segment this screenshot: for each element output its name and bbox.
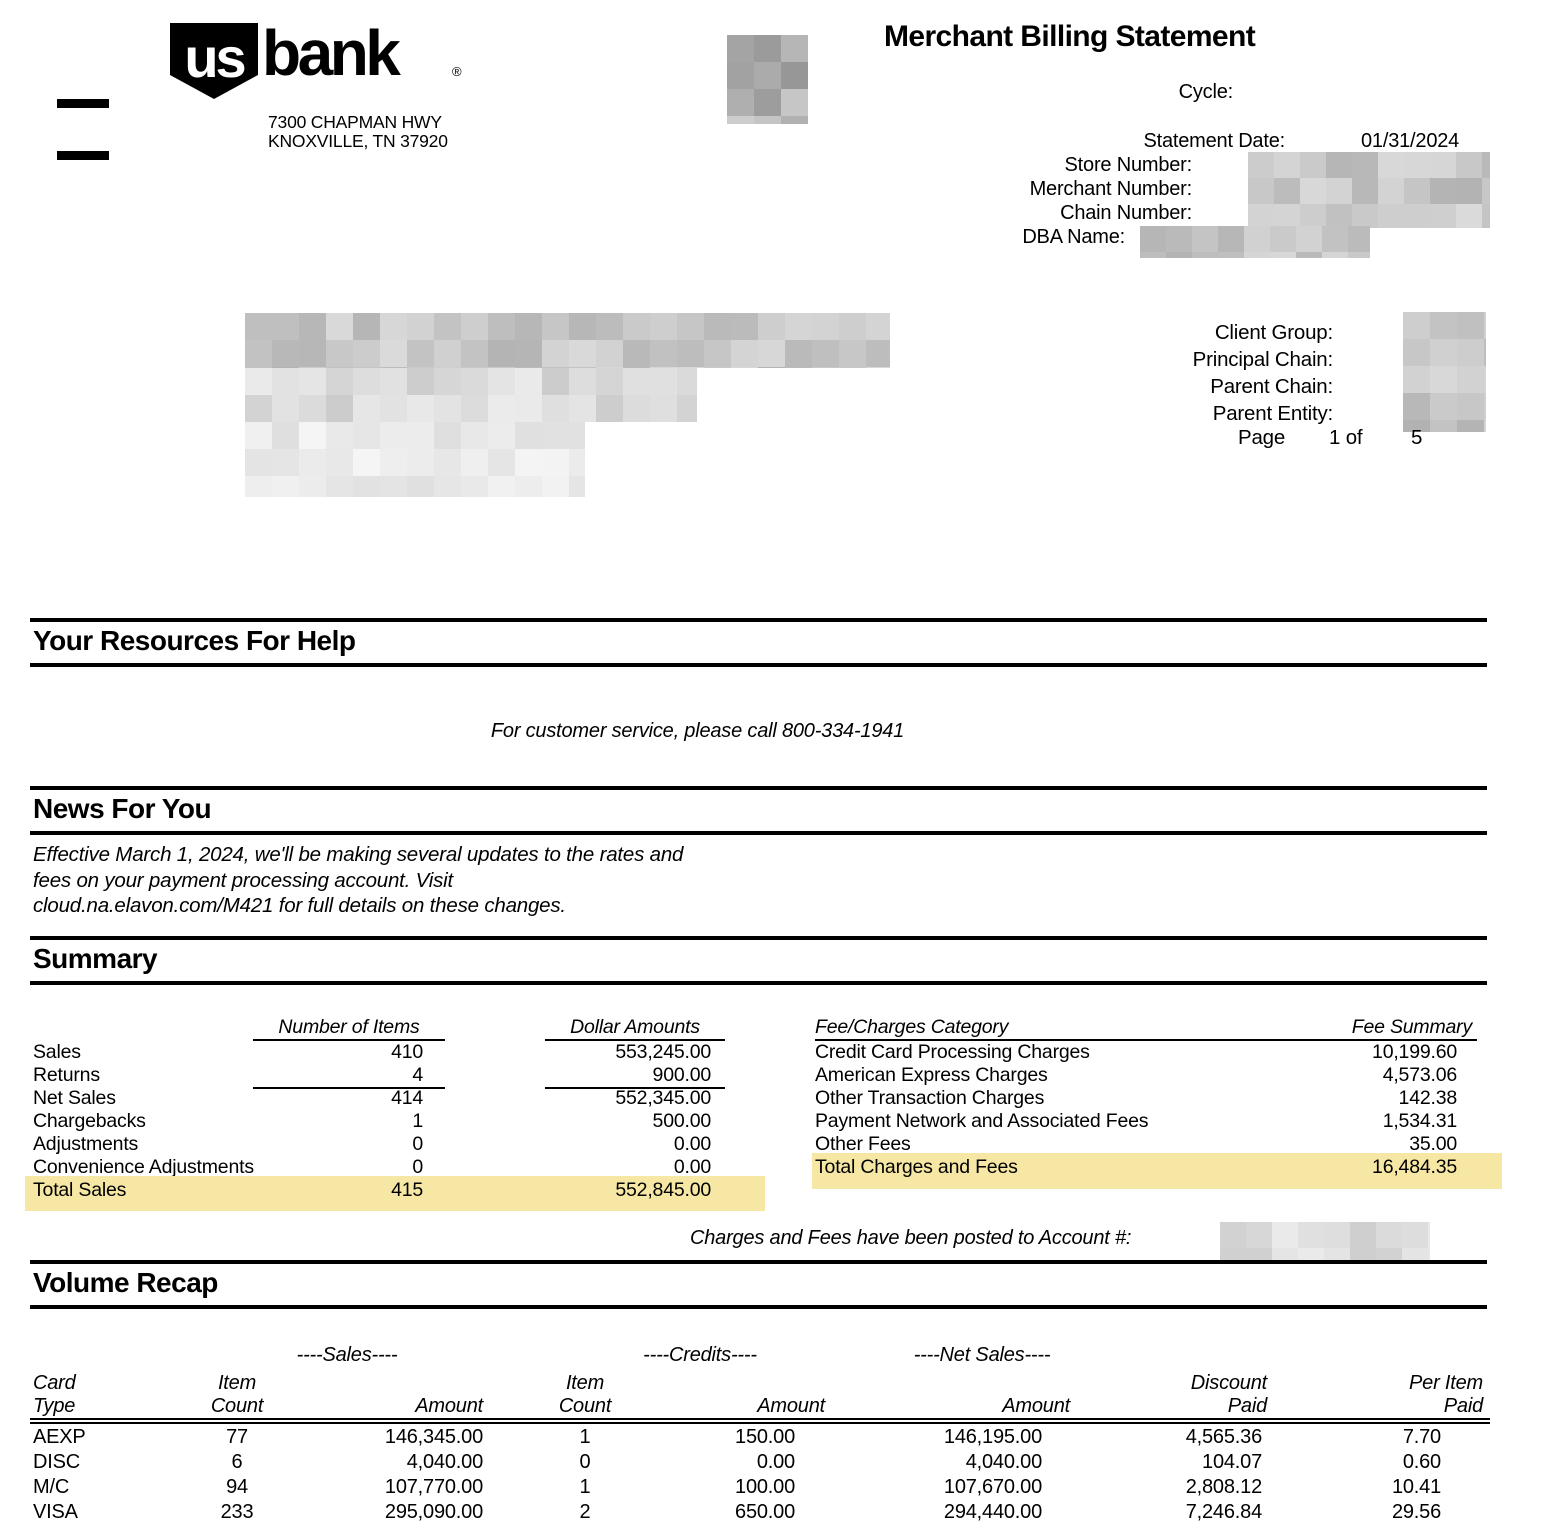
per-item-paid: 7.70 — [1402, 1426, 1441, 1448]
credits-amount: 650.00 — [735, 1501, 795, 1523]
redaction-mosaic — [1140, 226, 1370, 258]
col-count: Count — [558, 1395, 612, 1417]
discount-paid: 4,565.36 — [1185, 1426, 1262, 1448]
summary-items-table — [33, 1016, 725, 1202]
document-title: Merchant Billing Statement — [884, 20, 1256, 53]
card-type: VISA — [33, 1501, 78, 1523]
redaction-mosaic — [727, 35, 808, 124]
summary-fees-header-row — [815, 1016, 1477, 1041]
sales-count: 6 — [231, 1451, 243, 1473]
per-item-paid: 10.41 — [1391, 1476, 1441, 1498]
bank-address — [268, 113, 448, 151]
row-dollars: 553,245.00 — [615, 1041, 711, 1063]
chain-number-label: Chain Number: — [1060, 202, 1192, 224]
credits-count: 1 — [579, 1426, 591, 1448]
summary-fees-table — [815, 1016, 1477, 1179]
parent-entity-label: Parent Entity: — [1212, 402, 1333, 425]
per-item-paid: 0.60 — [1402, 1451, 1441, 1473]
logo-us-text: us — [184, 26, 244, 89]
per-item-paid: 29.56 — [1391, 1501, 1441, 1523]
summary-items-header-row — [33, 1016, 725, 1041]
col-card-type — [33, 1372, 150, 1418]
col-discount: Discount — [1190, 1372, 1267, 1394]
col-per-item: Per Item — [1409, 1372, 1483, 1394]
card-type: DISC — [33, 1451, 80, 1473]
page-total: 5 — [1411, 426, 1423, 449]
row-label: Credit Card Processing Charges — [815, 1041, 1090, 1063]
row-label: Total Sales — [33, 1179, 127, 1201]
fold-mark-bottom — [57, 151, 109, 160]
sales-amount: 107,770.00 — [384, 1476, 483, 1498]
statement-date-value: 01/31/2024 — [1361, 130, 1460, 152]
row-label: Other Fees — [815, 1133, 911, 1155]
net-sales-amount: 294,440.00 — [943, 1501, 1042, 1523]
total-sales-row — [33, 1179, 725, 1202]
volume-group-header-row — [33, 1344, 1483, 1372]
principal-chain-label: Principal Chain: — [1192, 348, 1333, 371]
table-row — [815, 1110, 1477, 1133]
row-items: 4 — [253, 1064, 445, 1089]
row-label: Net Sales — [33, 1087, 116, 1109]
redaction-mosaic — [245, 368, 697, 422]
table-row — [33, 1476, 1483, 1501]
group-sales: ----Sales---- — [296, 1344, 398, 1366]
row-items: 415 — [391, 1179, 423, 1201]
redaction-mosaic — [1403, 312, 1486, 432]
bank-address-line2: KNOXVILLE, TN 37920 — [268, 131, 448, 151]
table-row — [33, 1110, 725, 1133]
col-item: Item — [565, 1372, 605, 1394]
customer-service-note: For customer service, please call 800-334-1941 — [490, 720, 905, 742]
row-dollars: 552,345.00 — [615, 1087, 711, 1109]
table-row — [33, 1133, 725, 1156]
volume-column-header-row — [33, 1372, 1483, 1418]
row-dollars: 0.00 — [545, 1156, 725, 1181]
col-per-item-paid — [1267, 1372, 1483, 1418]
col-count: Count — [210, 1395, 264, 1417]
table-row — [33, 1064, 725, 1087]
cycle-label: Cycle: — [1178, 81, 1233, 103]
logo-bank-text: bank — [262, 17, 398, 89]
row-label: Payment Network and Associated Fees — [815, 1110, 1149, 1132]
col-number-of-items: Number of Items — [253, 1016, 445, 1041]
table-header-rule — [30, 1418, 1490, 1424]
redaction-mosaic — [245, 422, 585, 497]
discount-paid: 104.07 — [1202, 1451, 1262, 1473]
table-row — [33, 1451, 1483, 1476]
row-dollars: 0.00 — [673, 1133, 711, 1155]
statement-date-label: Statement Date: — [1143, 130, 1285, 152]
table-row — [815, 1041, 1477, 1064]
sales-amount: 146,345.00 — [384, 1426, 483, 1448]
table-row — [33, 1501, 1483, 1524]
row-dollars: 552,845.00 — [615, 1179, 711, 1201]
row-items: 410 — [391, 1041, 423, 1063]
col-discount-paid — [1070, 1372, 1267, 1418]
table-row — [33, 1041, 725, 1064]
row-label: Chargebacks — [33, 1110, 146, 1132]
row-label: Adjustments — [33, 1133, 139, 1155]
news-paragraph — [33, 842, 683, 919]
parent-chain-label: Parent Chain: — [1210, 375, 1333, 398]
fold-mark-top — [57, 99, 109, 108]
row-items: 0 — [253, 1156, 445, 1181]
row-fee: 16,484.35 — [1372, 1156, 1457, 1178]
row-items: 414 — [391, 1087, 423, 1109]
credits-amount: 100.00 — [735, 1476, 795, 1498]
sales-amount: 295,090.00 — [384, 1501, 483, 1523]
redaction-mosaic — [1248, 152, 1490, 228]
col-sales-amount: Amount — [415, 1395, 483, 1417]
news-line2: fees on your payment processing account. Visit — [33, 868, 454, 892]
group-credits: ----Credits---- — [643, 1344, 757, 1366]
col-card: Card — [33, 1372, 76, 1394]
col-dollar-amounts: Dollar Amounts — [545, 1016, 725, 1041]
col-credits-item-count — [510, 1372, 660, 1418]
row-items: 0 — [412, 1133, 423, 1155]
col-paid: Paid — [1443, 1395, 1483, 1417]
page-current: 1 of — [1329, 426, 1363, 449]
col-sales-item-count — [162, 1372, 312, 1418]
credits-amount: 0.00 — [756, 1451, 795, 1473]
row-label: Total Charges and Fees — [815, 1156, 1018, 1178]
section-heading-summary: Summary — [30, 936, 1487, 985]
row-fee: 35.00 — [1275, 1133, 1477, 1158]
credits-amount: 150.00 — [735, 1426, 795, 1448]
net-sales-amount: 146,195.00 — [943, 1426, 1042, 1448]
col-item: Item — [217, 1372, 257, 1394]
col-type: Type — [33, 1395, 76, 1417]
credits-count: 1 — [579, 1476, 591, 1498]
page-label: Page — [1238, 426, 1286, 449]
table-row — [33, 1426, 1483, 1451]
card-type: M/C — [33, 1476, 70, 1498]
section-heading-volume-recap: Volume Recap — [30, 1260, 1487, 1309]
net-sales-amount: 107,670.00 — [943, 1476, 1042, 1498]
volume-recap-table — [33, 1344, 1483, 1524]
row-label: American Express Charges — [815, 1064, 1048, 1086]
row-fee: 10,199.60 — [1372, 1041, 1457, 1063]
row-label: Other Transaction Charges — [815, 1087, 1045, 1109]
credits-count: 0 — [579, 1451, 591, 1473]
row-label: Convenience Adjustments — [33, 1156, 254, 1178]
total-charges-row — [815, 1156, 1477, 1179]
dba-name-label: DBA Name: — [1022, 226, 1125, 248]
sales-count: 233 — [220, 1501, 254, 1523]
table-row — [33, 1087, 725, 1110]
sales-count: 94 — [226, 1476, 248, 1498]
col-fee-summary: Fee Summary — [1351, 1016, 1472, 1038]
net-sales-amount: 4,040.00 — [965, 1451, 1042, 1473]
bank-address-line1: 7300 CHAPMAN HWY — [268, 112, 442, 132]
col-credits-amount: Amount — [757, 1395, 825, 1417]
section-heading-news: News For You — [30, 786, 1487, 835]
registered-trademark-icon: ® — [452, 64, 462, 79]
news-line3: cloud.na.elavon.com/M421 for full details on these changes. — [33, 894, 566, 917]
card-type: AEXP — [33, 1426, 86, 1448]
redaction-mosaic — [1220, 1222, 1430, 1262]
table-row — [815, 1064, 1477, 1087]
merchant-number-label: Merchant Number: — [1029, 178, 1192, 200]
row-fee: 1,534.31 — [1382, 1110, 1457, 1132]
discount-paid: 7,246.84 — [1185, 1501, 1262, 1523]
account-posted-note: Charges and Fees have been posted to Account #: — [690, 1227, 1132, 1249]
row-items: 1 — [412, 1110, 423, 1132]
store-number-label: Store Number: — [1064, 154, 1192, 176]
discount-paid: 2,808.12 — [1185, 1476, 1262, 1498]
sales-count: 77 — [226, 1426, 248, 1448]
col-fee-charges-category: Fee/Charges Category — [815, 1016, 1009, 1038]
row-label: Sales — [33, 1041, 81, 1063]
group-net-sales: ----Net Sales---- — [913, 1344, 1051, 1366]
sales-amount: 4,040.00 — [406, 1451, 483, 1473]
row-label: Returns — [33, 1064, 100, 1086]
redaction-mosaic — [245, 313, 890, 368]
news-line1: Effective March 1, 2024, we'll be making several updates to the rates and — [33, 843, 684, 866]
credits-count: 2 — [579, 1501, 591, 1523]
row-fee: 4,573.06 — [1382, 1064, 1457, 1086]
row-dollars: 500.00 — [652, 1110, 711, 1132]
table-row — [815, 1087, 1477, 1110]
row-dollars: 900.00 — [545, 1064, 725, 1089]
client-group-label: Client Group: — [1214, 321, 1333, 344]
usbank-logo-shield-icon — [170, 23, 258, 99]
row-fee: 142.38 — [1398, 1087, 1457, 1109]
col-net-sales-amount: Amount — [1002, 1395, 1070, 1417]
col-paid: Paid — [1227, 1395, 1267, 1417]
section-heading-resources: Your Resources For Help — [30, 618, 1487, 667]
